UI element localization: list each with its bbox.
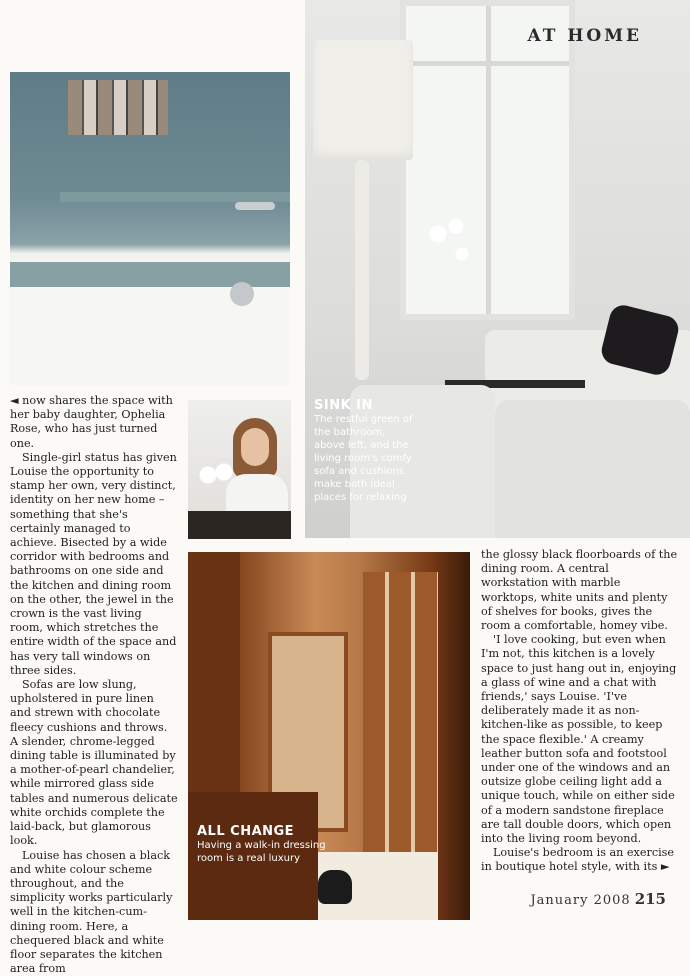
- article-column-right: [481, 548, 679, 875]
- paragraph: the glossy black floorboards of the dining room. A central workstation with marble worktops, white units and plenty of shelves for books, gives the room a comfortable, homey vibe.: [481, 548, 679, 633]
- woman-face: [241, 428, 269, 466]
- article-column-left: [10, 394, 178, 976]
- wardrobe: [363, 572, 438, 872]
- chair-back-right: [495, 400, 690, 538]
- caption-all-change: [197, 824, 347, 865]
- floor-lamp-shade: [313, 40, 413, 160]
- caption-title: SINK IN: [314, 398, 434, 413]
- caption-text: Having a walk-in dressing room is a real luxury: [197, 839, 347, 865]
- floor-lamp-stem: [355, 160, 369, 380]
- paragraph: Single-girl status has given Louise the opportunity to stamp her own, very distinct, identity on her new home – something that she's certainly managed to achieve. Bisected by a wide corridor with bedrooms and bathrooms on one side and the kitchen and dining room on the other, the jewel in the crown is the vast living room, which stretches the entire width of the space and has very tall windows on three sides.: [10, 451, 178, 678]
- paragraph: Louise has chosen a black and white colour scheme throughout, and the simplicity works particularly well in the kitchen-cum-dining room. Here, a chequered black and white floor separates the kitchen area from: [10, 849, 178, 976]
- black-bag: [318, 870, 352, 904]
- orchids: [420, 210, 480, 290]
- paragraph: 'I love cooking, but even when I'm not, this kitchen is a lovely space to just hang out in, enjoying a glass of wine and a chat with friends,' says Louise. 'I've deliberately made it as non-kitchen-like as possible, to keep the space flexible.' A creamy leather button sofa and footstool under one of the windows and an outsize globe ceiling light add a unique touch, while on either side of a modern sandstone fireplace are tall double doors, which open into the living room beyond.: [481, 633, 679, 846]
- page-number: 215: [635, 890, 666, 908]
- paragraph: Sofas are low slung, upholstered in pure linen and strewn with chocolate fleecy cushions and throws. A slender, chrome-legged dining table is illuminated by a mother-of-pearl chandelier, while mirrored glass side tables and numerous delicate white orchids complete the laid-back, but glamorous look.: [10, 678, 178, 848]
- paragraph: Louise's bedroom is an exercise in boutique hotel style, with its ►: [481, 846, 679, 874]
- bath-shelf: [60, 192, 290, 202]
- caption-sink-in: [314, 398, 434, 504]
- caption-title: ALL CHANGE: [197, 824, 347, 839]
- toiletry-boxes: [68, 80, 168, 135]
- caption-text: The restful green of the bathroom, above left, and the living room's comfy sofa and cushions make both ideal places for relaxing: [314, 413, 414, 504]
- portrait-photo: [188, 400, 291, 539]
- issue-month: January 2008: [530, 893, 630, 908]
- counter: [188, 511, 291, 539]
- section-header: AT HOME: [528, 26, 642, 46]
- bathroom-photo: [10, 72, 290, 385]
- page-footer: [530, 890, 666, 908]
- bath-tap: [235, 202, 275, 210]
- bath-drain: [230, 282, 254, 306]
- paragraph: ◄ now shares the space with her baby daughter, Ophelia Rose, who has just turned one.: [10, 394, 178, 451]
